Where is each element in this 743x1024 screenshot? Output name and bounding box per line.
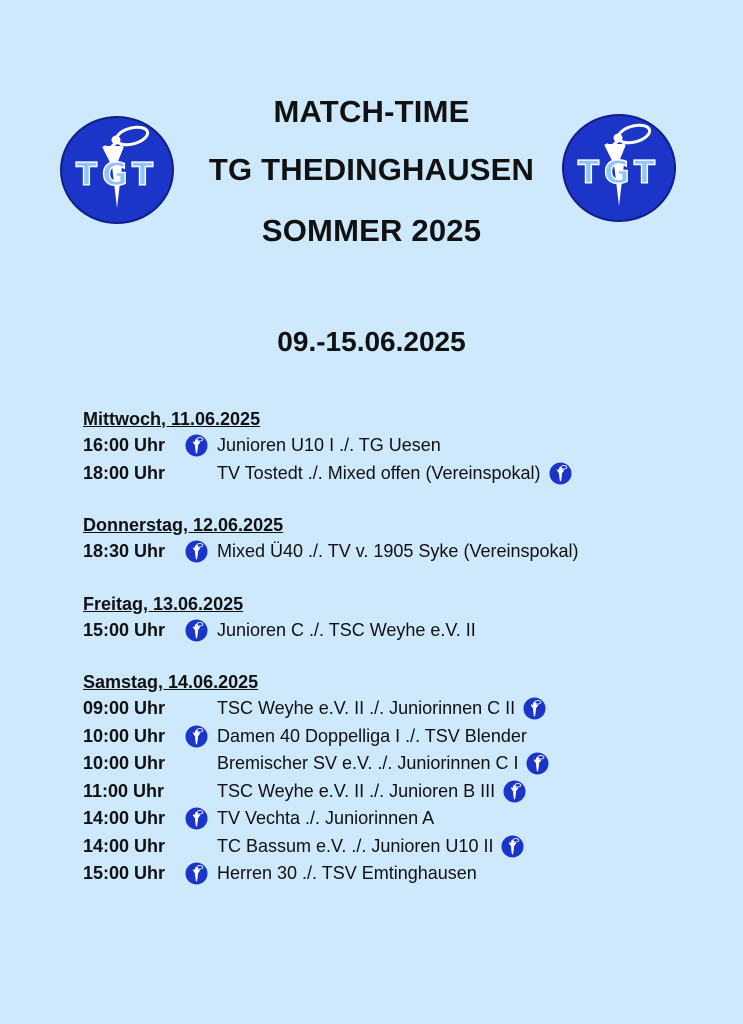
match-text: Damen 40 Doppelliga I ./. TSV Blender bbox=[217, 725, 527, 746]
home-badge-slot bbox=[185, 807, 217, 830]
logo-text: TGT bbox=[75, 157, 159, 193]
title-line-1: MATCH-TIME bbox=[273, 94, 470, 129]
tgt-badge-icon bbox=[549, 462, 572, 485]
match-time: 14:00 Uhr bbox=[83, 808, 166, 829]
day-block bbox=[83, 513, 703, 566]
tgt-badge-icon bbox=[185, 619, 208, 642]
tgt-badge-icon bbox=[501, 835, 524, 858]
day-block bbox=[83, 592, 703, 645]
tgt-badge-icon bbox=[523, 697, 546, 720]
tgt-badge-icon bbox=[185, 725, 208, 748]
match-time: 15:00 Uhr bbox=[83, 863, 166, 884]
logo-text: TGT bbox=[577, 155, 661, 191]
tgt-badge-icon bbox=[503, 780, 526, 803]
home-badge-slot bbox=[185, 619, 217, 642]
match-time: 18:00 Uhr bbox=[83, 462, 166, 483]
tgt-badge-icon bbox=[185, 862, 208, 885]
tgt-badge-icon bbox=[526, 752, 549, 775]
tgt-badge-icon bbox=[185, 807, 208, 830]
away-badge-slot bbox=[501, 835, 524, 858]
away-badge-slot bbox=[523, 697, 546, 720]
match-text: TV Tostedt ./. Mixed offen (Vereinspokal) bbox=[217, 462, 541, 483]
home-badge-slot bbox=[185, 434, 217, 457]
match-text: Mixed Ü40 ./. TV v. 1905 Syke (Vereinspokal) bbox=[217, 541, 579, 562]
match-text: TC Bassum e.V. ./. Junioren U10 II bbox=[217, 835, 494, 856]
day-block bbox=[83, 407, 703, 487]
away-badge-slot bbox=[549, 462, 572, 485]
day-heading: Freitag, 13.06.2025 bbox=[83, 593, 244, 614]
match-row bbox=[83, 833, 703, 861]
match-text: Bremischer SV e.V. ./. Juniorinnen C I bbox=[217, 753, 519, 774]
away-badge-slot bbox=[503, 780, 526, 803]
away-badge-slot bbox=[526, 752, 549, 775]
tgt-badge-icon bbox=[185, 434, 208, 457]
day-heading: Donnerstag, 12.06.2025 bbox=[83, 515, 284, 535]
match-time: 18:30 Uhr bbox=[83, 541, 166, 562]
match-row bbox=[83, 617, 703, 645]
match-time: 10:00 Uhr bbox=[83, 725, 166, 746]
match-row bbox=[83, 860, 703, 888]
title-line-3: SOMMER 2025 bbox=[261, 213, 482, 248]
day-block bbox=[83, 670, 703, 888]
match-text: Herren 30 ./. TSV Emtinghausen bbox=[217, 863, 477, 884]
match-text: TSC Weyhe e.V. II ./. Juniorinnen C II bbox=[217, 698, 516, 719]
match-row bbox=[83, 778, 703, 806]
match-row bbox=[83, 538, 703, 566]
match-row bbox=[83, 723, 703, 751]
match-text: TV Vechta ./. Juniorinnen A bbox=[217, 808, 435, 829]
match-time: 15:00 Uhr bbox=[83, 619, 166, 640]
match-text: Junioren U10 I ./. TG Uesen bbox=[217, 435, 441, 456]
match-time: 11:00 Uhr bbox=[83, 780, 165, 801]
match-time: 16:00 Uhr bbox=[83, 435, 166, 456]
match-row bbox=[83, 750, 703, 778]
match-row bbox=[83, 432, 703, 460]
match-row bbox=[83, 460, 703, 488]
home-badge-slot bbox=[185, 540, 217, 563]
match-text: Junioren C ./. TSC Weyhe e.V. II bbox=[217, 619, 476, 640]
title-line-2: TG THEDINGHAUSEN bbox=[208, 152, 535, 187]
date-range: 09.-15.06.2025 bbox=[277, 326, 466, 357]
match-row bbox=[83, 805, 703, 833]
match-time: 10:00 Uhr bbox=[83, 753, 166, 774]
match-text: TSC Weyhe e.V. II ./. Junioren B III bbox=[217, 780, 496, 801]
schedule bbox=[83, 407, 703, 914]
match-time: 14:00 Uhr bbox=[83, 835, 166, 856]
day-heading: Samstag, 14.06.2025 bbox=[83, 672, 259, 692]
match-time: 09:00 Uhr bbox=[83, 698, 166, 719]
home-badge-slot bbox=[185, 725, 217, 748]
day-heading: Mittwoch, 11.06.2025 bbox=[83, 409, 261, 429]
match-row bbox=[83, 695, 703, 723]
home-badge-slot bbox=[185, 862, 217, 885]
tgt-badge-icon bbox=[185, 540, 208, 563]
